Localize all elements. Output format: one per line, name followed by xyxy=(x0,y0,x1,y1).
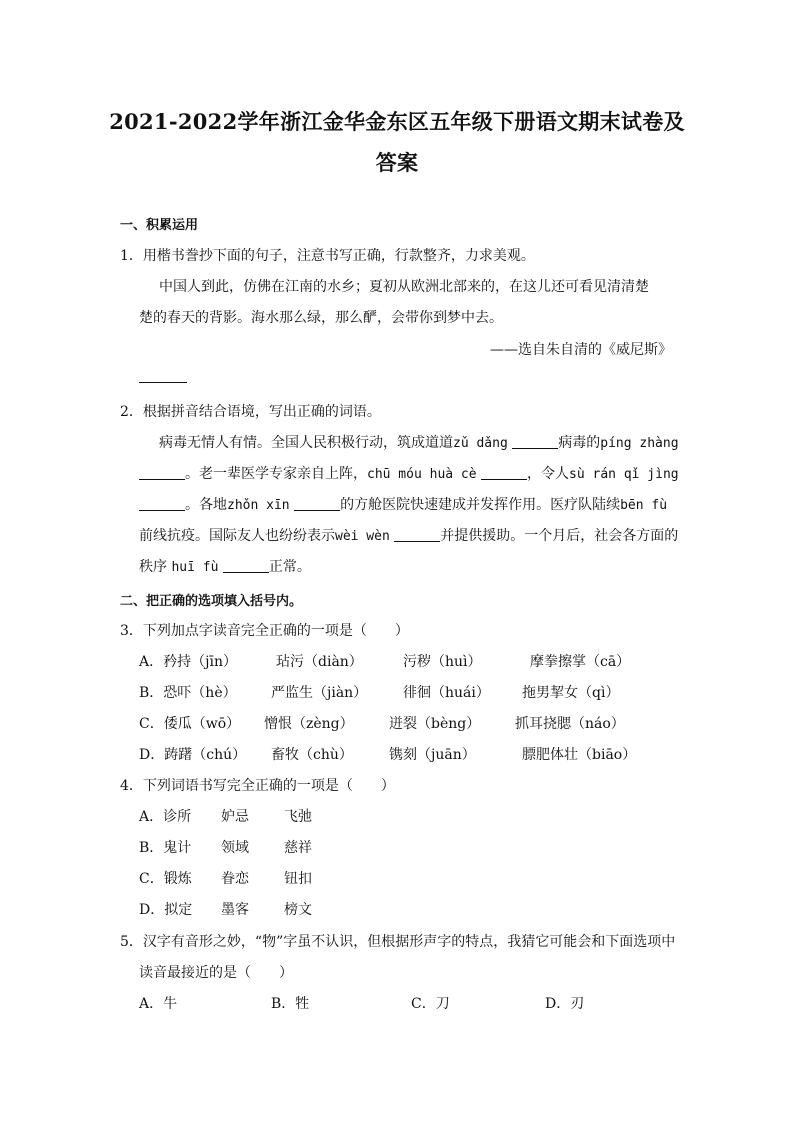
blank-3[interactable] xyxy=(481,465,527,480)
pinyin: zhǒn xīn xyxy=(227,498,290,513)
option-item: 领域 xyxy=(221,840,249,856)
option-item: 恐吓（hè） xyxy=(163,685,237,701)
q3-option-c xyxy=(139,713,240,733)
option-item: 严监生（jiàn） xyxy=(271,685,368,701)
question-2-line5 xyxy=(139,556,311,576)
pinyin: sù rán qǐ jìng xyxy=(569,467,679,482)
blank-6[interactable] xyxy=(394,527,440,542)
question-5-stem-line2: 读音最接近的是（ ） xyxy=(139,965,293,981)
option-item: 钮扣 xyxy=(284,871,312,887)
q4-option-a xyxy=(139,806,191,826)
blank-4[interactable] xyxy=(139,496,185,511)
text: 的方舱医院快速建成并发挥作用。医疗队陆续 xyxy=(340,497,621,513)
option-label: D． xyxy=(139,902,165,918)
question-3-stem: 3．下列加点字读音完全正确的一项是（ ） xyxy=(120,623,409,639)
page-title: 2021-2022学年浙江金华金东区五年级下册语文期末试卷及 xyxy=(109,109,685,134)
pinyin: bēn fù xyxy=(620,498,668,513)
option-item: 鬼计 xyxy=(163,840,192,856)
question-2-line4 xyxy=(139,525,678,545)
page-title-line2: 答案 xyxy=(375,150,419,175)
option-item: 眷恋 xyxy=(221,871,249,887)
option-item: 憎恨（zèng） xyxy=(264,716,354,732)
option-item: 拟定 xyxy=(164,902,193,918)
pinyin: wèi wèn xyxy=(335,529,390,544)
option-item: 畜牧（chù） xyxy=(271,747,353,763)
option-label: B． xyxy=(139,840,164,856)
question-2-line1 xyxy=(159,432,679,452)
option-label: B． xyxy=(139,685,164,701)
option-item: 慈祥 xyxy=(284,840,312,856)
option-item: 镌刻（juān） xyxy=(389,747,476,763)
text: 。各地 xyxy=(185,497,227,513)
option-item: 诊所 xyxy=(163,809,192,825)
blank-7[interactable] xyxy=(223,558,269,573)
question-1-stem: 1．用楷书誊抄下面的句子，注意书写正确，行款整齐，力求美观。 xyxy=(120,248,535,264)
q5-option-d: D．刃 xyxy=(545,996,585,1012)
blank-5[interactable] xyxy=(294,496,340,511)
option-label: A． xyxy=(139,654,164,670)
pinyin: huī fù xyxy=(171,560,219,575)
blank-2[interactable] xyxy=(139,465,185,480)
option-label: C． xyxy=(139,871,164,887)
q4-option-c xyxy=(139,868,192,888)
option-item: 妒忌 xyxy=(221,809,249,825)
question-2-line2 xyxy=(139,463,679,483)
text: 秩序 xyxy=(139,559,167,575)
question-1-source: ——选自朱自清的《威尼斯》 xyxy=(490,342,672,358)
q3-option-d xyxy=(139,744,246,764)
option-item: 拖男挈女（qì） xyxy=(522,685,620,701)
question-5-stem-line1: 5．汉字有音形之妙，“物”字虽不认识，但根据形声字的特点，我猜它可能会和下面选项中 xyxy=(120,934,676,950)
option-label: D． xyxy=(139,747,165,763)
q5-option-b: B．牲 xyxy=(271,996,310,1012)
q4-option-d xyxy=(139,899,192,919)
option-item: 飞弛 xyxy=(284,809,312,825)
pinyin: zǔ dǎng xyxy=(453,436,508,451)
q3-option-b xyxy=(139,682,237,702)
text: 正常。 xyxy=(268,559,311,575)
option-item: 徘徊（huái） xyxy=(403,685,490,701)
option-item: 抓耳挠腮（náo） xyxy=(515,716,625,732)
option-item: 踌躇（chú） xyxy=(164,747,247,763)
pinyin: chū móu huà cè xyxy=(367,467,477,482)
option-item: 玷污（diàn） xyxy=(276,654,363,670)
question-1-passage-line2: 楚的春天的背影。海水那么绿，那么酽，会带你到梦中去。 xyxy=(139,310,503,326)
option-item: 榜文 xyxy=(284,902,312,918)
option-item: 矜持（jīn） xyxy=(163,654,237,670)
option-item: 摩拳擦掌（cā） xyxy=(530,654,631,670)
q3-option-a xyxy=(139,651,237,671)
option-item: 墨客 xyxy=(221,902,249,918)
text: 病毒的 xyxy=(558,435,601,451)
text: 前线抗疫。国际友人也纷纷表示 xyxy=(139,528,335,544)
q4-option-b xyxy=(139,837,191,857)
option-label: C． xyxy=(139,716,164,732)
option-item: 膘肥体壮（biāo） xyxy=(522,747,637,763)
q5-option-a: A．牛 xyxy=(139,996,178,1012)
question-4-stem: 4．下列词语书写完全正确的一项是（ ） xyxy=(120,778,395,794)
text: 。老一辈医学专家亲自上阵， xyxy=(185,466,367,482)
section-heading-2: 二、把正确的选项填入括号内。 xyxy=(120,594,303,609)
blank-1[interactable] xyxy=(512,434,558,449)
text: 并提供援助。一个月后，社会各方面的 xyxy=(440,528,679,544)
question-2-line3 xyxy=(139,494,667,514)
option-item: 倭瓜（wō） xyxy=(163,716,241,732)
text: 病毒无情人有情。全国人民积极行动，筑成道道 xyxy=(159,435,453,451)
question-1-passage-line1: 中国人到此，仿佛在江南的水乡；夏初从欧洲北部来的，在这儿还可看见清清楚 xyxy=(159,279,649,295)
option-item: 污秽（huì） xyxy=(403,654,482,670)
option-item: 迸裂（bèng） xyxy=(389,716,481,732)
pinyin: píng zhàng xyxy=(600,436,679,451)
q5-option-c: C．刀 xyxy=(411,996,450,1012)
section-heading-1: 一、积累运用 xyxy=(120,218,199,233)
answer-line[interactable] xyxy=(139,366,187,383)
option-item: 锻炼 xyxy=(163,871,192,887)
text: ，令人 xyxy=(527,466,570,482)
option-label: A． xyxy=(139,809,164,825)
question-2-stem: 2．根据拼音结合语境，写出正确的词语。 xyxy=(120,404,381,420)
